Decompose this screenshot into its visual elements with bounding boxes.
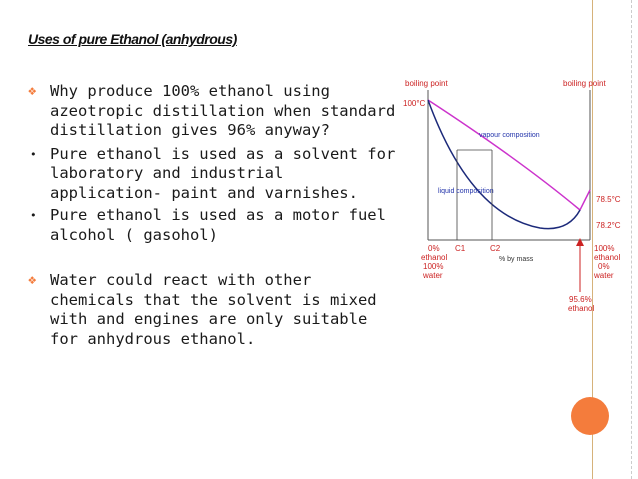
right-water-label: water [594, 271, 614, 280]
c1-label: C1 [455, 244, 466, 253]
right-ethanol-label: ethanol [594, 253, 621, 262]
bullet-item [28, 271, 398, 349]
bullet-list [28, 82, 398, 349]
vapour-composition-label: vapour composition [479, 132, 540, 139]
left-water-label: water [423, 271, 443, 280]
temp-785-label: 78.5°C [596, 195, 621, 204]
x-axis-label: % by mass [499, 256, 534, 263]
c2-label: C2 [490, 244, 501, 253]
left-ethanol-label: ethanol [421, 253, 448, 262]
liquid-curve [428, 100, 580, 229]
azeotrope-arrow-icon [576, 238, 584, 246]
right-100-label: 100% [594, 244, 615, 253]
boiling-point-right-label: boiling point [563, 79, 606, 88]
bullet-item [28, 206, 398, 245]
orange-circle-decoration [571, 397, 609, 435]
left-100-label: 100% [423, 262, 444, 271]
dashed-edge-line [631, 0, 632, 479]
bullet-item [28, 145, 398, 204]
right-0-label: 0% [598, 262, 610, 271]
temp-782-label: 78.2°C [596, 221, 621, 230]
slide-title: Uses of pure Ethanol (anhydrous) [28, 31, 237, 47]
boiling-point-left-label: boiling point [405, 79, 448, 88]
diamond-bullet-icon: ❖ [28, 83, 37, 99]
dot-bullet-icon: • [30, 147, 37, 161]
bullet-text: Why produce 100% ethanol using azeotropic distillation when standard distillation gives 96% anyway? [50, 82, 396, 139]
azeotrope-ethanol-label: ethanol [568, 304, 595, 313]
bullet-text: Water could react with other chemicals that the solvent is mixed with and engines are only suitable for anhydrous ethanol. [50, 271, 377, 348]
liquid-composition-label: liquid composition [438, 188, 494, 195]
bullet-text: Pure ethanol is used as a motor fuel alcohol ( gasohol) [50, 206, 386, 244]
bullet-item [28, 82, 398, 141]
azeotrope-percent-label: 95.6% [569, 295, 592, 304]
bullet-text: Pure ethanol is used as a solvent for laboratory and industrial application- paint and varnishes. [50, 144, 396, 202]
temp-100-label: 100°C [403, 99, 426, 108]
left-0-label: 0% [428, 244, 440, 253]
diamond-bullet-icon: ❖ [28, 272, 37, 288]
dot-bullet-icon: • [30, 209, 37, 222]
boiling-point-diagram [395, 72, 621, 322]
